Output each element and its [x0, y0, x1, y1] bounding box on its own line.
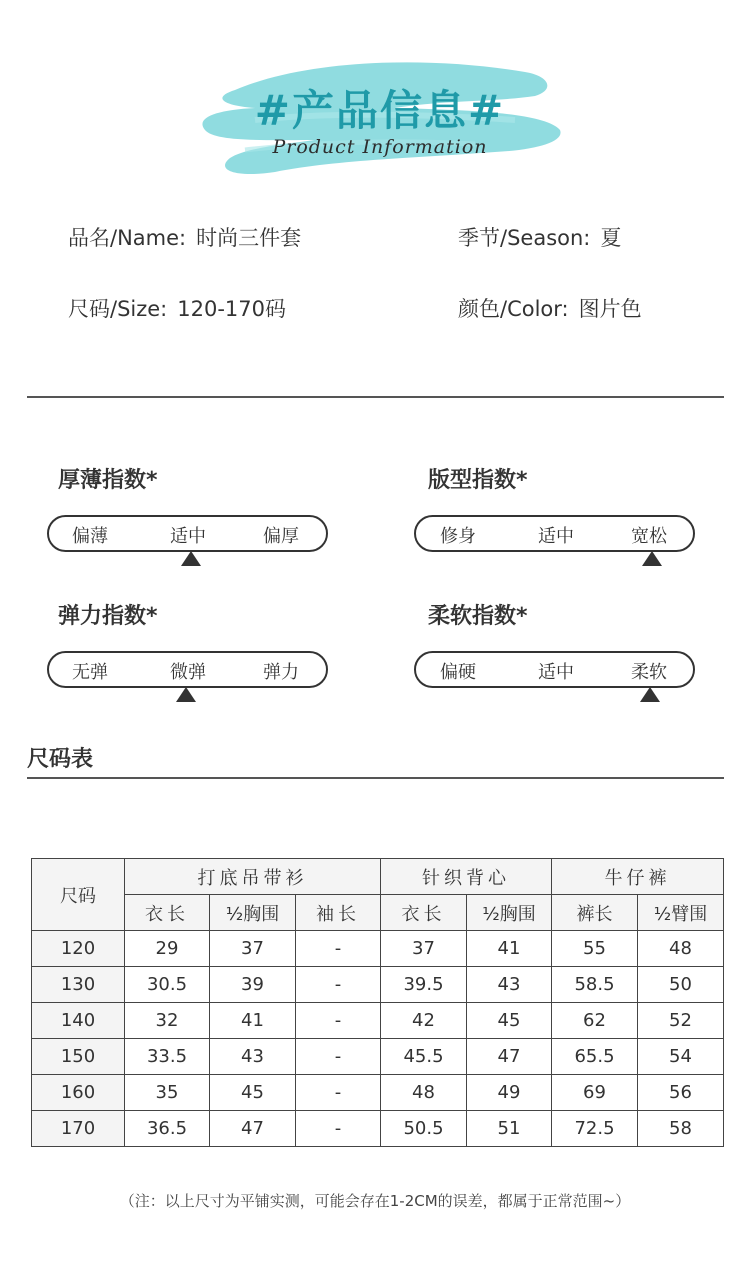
table-row: [32, 1075, 724, 1111]
table-cell: 52: [638, 1003, 724, 1039]
info-color-label: 颜色/Color:: [458, 297, 569, 321]
table-cell: 54: [638, 1039, 724, 1075]
sub-header: 袖长: [296, 895, 381, 931]
info-name-value: 时尚三件套: [196, 226, 302, 250]
table-cell: 37: [381, 931, 467, 967]
table-cell: 29: [125, 931, 210, 967]
table-cell: 43: [467, 967, 552, 1003]
sub-header: 衣长: [125, 895, 210, 931]
sub-header: ½胸围: [467, 895, 552, 931]
triangle-marker-icon: [176, 687, 196, 702]
divider: [27, 777, 724, 779]
triangle-marker-icon: [642, 551, 662, 566]
softness-option: 柔软: [631, 662, 667, 683]
softness-index-scale: [414, 651, 695, 688]
table-cell: -: [296, 1075, 381, 1111]
triangle-marker-icon: [181, 551, 201, 566]
table-cell: 42: [381, 1003, 467, 1039]
table-cell: -: [296, 1039, 381, 1075]
table-cell: 41: [210, 1003, 296, 1039]
banner-title: #产品信息#: [254, 86, 506, 135]
table-cell: 35: [125, 1075, 210, 1111]
elasticity-index-title: 弹力指数*: [58, 604, 158, 629]
table-cell: 32: [125, 1003, 210, 1039]
fit-option: 适中: [538, 526, 574, 547]
table-cell: 39: [210, 967, 296, 1003]
info-size-label: 尺码/Size:: [68, 297, 168, 321]
info-color-value: 图片色: [578, 297, 642, 321]
divider: [27, 396, 724, 398]
group-header: 牛仔裤: [552, 859, 724, 895]
info-name-label: 品名/Name:: [68, 226, 187, 250]
table-cell: 120: [32, 931, 125, 967]
table-cell: 39.5: [381, 967, 467, 1003]
info-size-value: 120-170码: [177, 297, 287, 321]
table-cell: 48: [638, 931, 724, 967]
fit-option: 宽松: [631, 526, 667, 547]
table-cell: 45: [210, 1075, 296, 1111]
measurement-note: （注：以上尺寸为平铺实测，可能会存在1-2CM的误差，都属于正常范围~）: [119, 1192, 631, 1210]
info-color: [458, 293, 642, 323]
size-column-header: 尺码: [32, 859, 125, 931]
table-cell: -: [296, 967, 381, 1003]
table-cell: 45.5: [381, 1039, 467, 1075]
table-cell: 58: [638, 1111, 724, 1147]
table-cell: 49: [467, 1075, 552, 1111]
size-table-body: [32, 931, 724, 1147]
table-row: [32, 1039, 724, 1075]
triangle-marker-icon: [640, 687, 660, 702]
table-cell: 150: [32, 1039, 125, 1075]
softness-index-title: 柔软指数*: [428, 604, 528, 629]
table-cell: 58.5: [552, 967, 638, 1003]
table-cell: -: [296, 1111, 381, 1147]
elasticity-index-scale: [47, 651, 328, 688]
table-row: [32, 1003, 724, 1039]
info-season: [458, 222, 621, 252]
table-cell: 56: [638, 1075, 724, 1111]
sub-header: ½臂围: [638, 895, 724, 931]
group-header: 针织背心: [381, 859, 552, 895]
fit-option: 修身: [440, 526, 476, 547]
table-row: [32, 931, 724, 967]
table-cell: -: [296, 1003, 381, 1039]
table-cell: 41: [467, 931, 552, 967]
sub-header: 衣长: [381, 895, 467, 931]
group-header: 打底吊带衫: [125, 859, 381, 895]
fit-index-scale: [414, 515, 695, 552]
header-banner: [195, 50, 565, 185]
table-cell: 50: [638, 967, 724, 1003]
table-cell: 37: [210, 931, 296, 967]
table-cell: 55: [552, 931, 638, 967]
table-row: [32, 967, 724, 1003]
thickness-index-title: 厚薄指数*: [58, 468, 158, 493]
thickness-option: 适中: [170, 526, 206, 547]
banner-subtitle: Product Information: [272, 136, 488, 158]
table-cell: 69: [552, 1075, 638, 1111]
table-cell: 48: [381, 1075, 467, 1111]
table-cell: 65.5: [552, 1039, 638, 1075]
table-cell: 36.5: [125, 1111, 210, 1147]
table-cell: 160: [32, 1075, 125, 1111]
table-cell: 43: [210, 1039, 296, 1075]
fit-index-title: 版型指数*: [428, 468, 528, 493]
thickness-option: 偏厚: [263, 526, 299, 547]
sub-header: 裤长: [552, 895, 638, 931]
table-cell: 51: [467, 1111, 552, 1147]
thickness-option: 偏薄: [72, 526, 108, 547]
table-row: [32, 1111, 724, 1147]
table-cell: 47: [467, 1039, 552, 1075]
table-cell: -: [296, 931, 381, 967]
table-cell: 47: [210, 1111, 296, 1147]
table-cell: 170: [32, 1111, 125, 1147]
size-chart-title: 尺码表: [27, 747, 94, 772]
softness-option: 偏硬: [440, 662, 476, 683]
table-cell: 50.5: [381, 1111, 467, 1147]
info-name: [68, 222, 301, 252]
table-cell: 72.5: [552, 1111, 638, 1147]
table-cell: 45: [467, 1003, 552, 1039]
info-season-value: 夏: [600, 226, 622, 250]
table-cell: 62: [552, 1003, 638, 1039]
table-cell: 33.5: [125, 1039, 210, 1075]
elasticity-option: 无弹: [72, 662, 108, 683]
info-season-label: 季节/Season:: [458, 226, 591, 250]
elasticity-option: 弹力: [263, 662, 299, 683]
softness-option: 适中: [538, 662, 574, 683]
table-cell: 130: [32, 967, 125, 1003]
sub-header: ½胸围: [210, 895, 296, 931]
info-size: [68, 293, 286, 323]
table-cell: 140: [32, 1003, 125, 1039]
table-cell: 30.5: [125, 967, 210, 1003]
elasticity-option: 微弹: [170, 662, 206, 683]
thickness-index-scale: [47, 515, 328, 552]
size-table: [31, 858, 724, 1147]
